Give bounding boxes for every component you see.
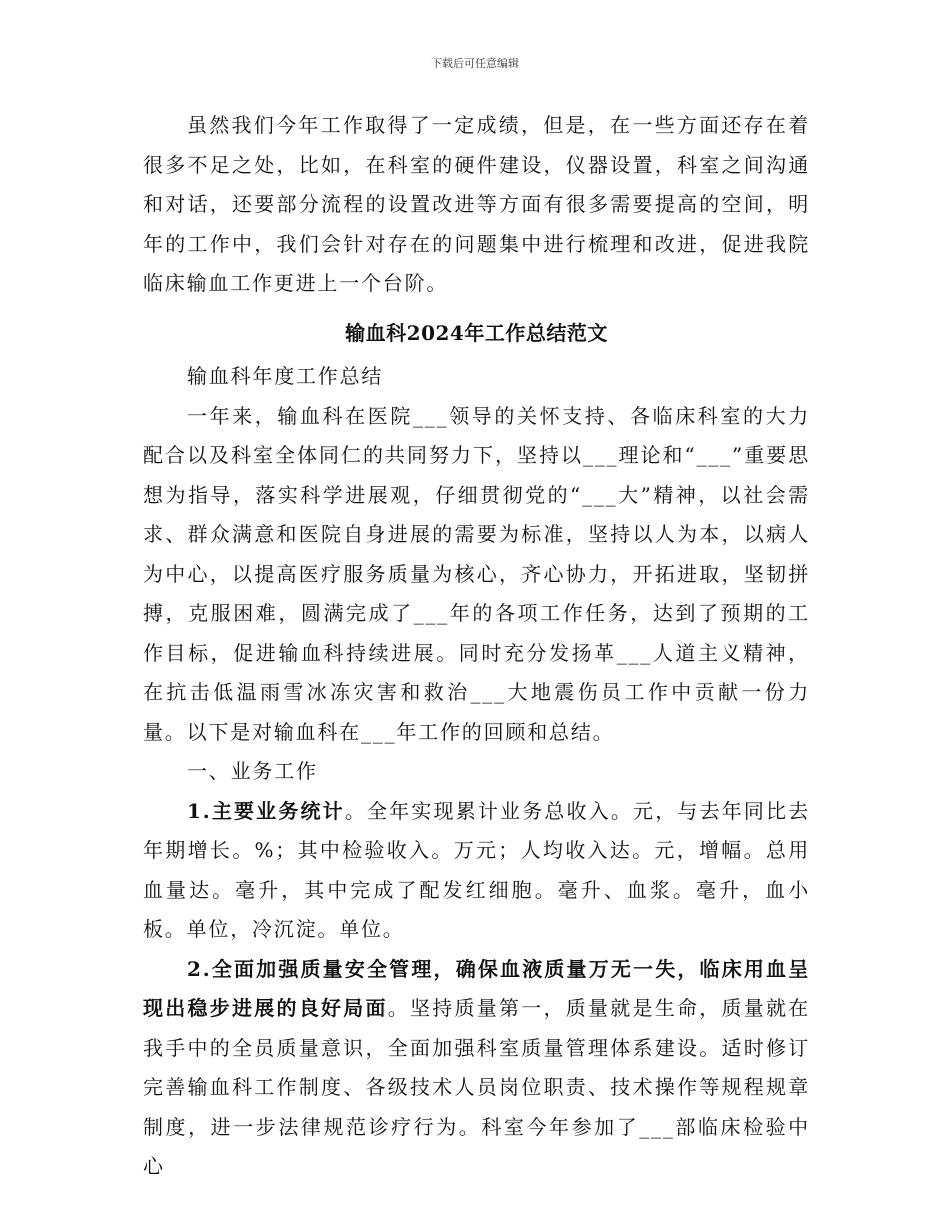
paragraph-item-1 [143, 792, 810, 950]
item-1-text: 。全年实现累计业务总收入。元，与去年同比去年期增长。%；其中检验收入。万元；人均收入达。元，增幅。总用血量达。毫升，其中完成了配发红细胞。毫升、血浆。毫升，血小板。单位，冷沉淀。单位。 [143, 798, 810, 941]
item-2-text: 。坚持质量第一，质量就是生命，质量就在我手中的全员质量意识，全面加强科室质量管理体系建设。适时修订完善输血科工作制度、各级技术人员岗位职责、技术操作等规程规章制度，进一步法律规范诊疗行为。科室今年参加了___部临床检验中心 [143, 996, 810, 1178]
document-title: 输血科2024年工作总结范文 [345, 320, 608, 345]
paragraph-intro: 一年来，输血科在医院___领导的关怀支持、各临床科室的大力配合以及科室全体同仁的共同努力下，坚持以___理论和“___”重要思想为指导，落实科学进展观，仔细贯彻党的“___大”精神，以社会需求、群众满意和医院自身进展的需要为标准，坚持以人为本，以病人为中心，以提高医疗服务质量为核心，齐心协力，开拓进取，坚韧拼搏，克服困难，圆满完成了___年的各项工作任务，达到了预期的工作目标，促进输血科持续进展。同时充分发扬革___人道主义精神，在抗击低温雨雪冰冻灾害和救治___大地震伤员工作中贡献一份力量。以下是对输血科在___年工作的回顾和总结。 [143, 403, 810, 744]
paragraph-conclusion: 虽然我们今年工作取得了一定成绩，但是，在一些方面还存在着很多不足之处，比如，在科室的硬件建设，仪器设置，科室之间沟通和对话，还要部分流程的设置改进等方面有很多需要提高的空间，明年的工作中，我们会针对存在的问题集中进行梳理和改进，促进我院临床输血工作更进上一个台阶。 [143, 113, 810, 295]
document-body [143, 106, 810, 1187]
item-1-heading: 1.主要业务统计 [187, 798, 345, 823]
subtitle: 输血科年度工作总结 [187, 364, 384, 388]
page-header: 下载后可任意编辑 [431, 57, 519, 70]
section-heading: 一、业务工作 [187, 759, 318, 783]
item-2-heading: 2.全面加强质量安全管理，确保血液质量万无一失，临床用血呈现出稳步进展的良好局面 [143, 956, 810, 1020]
paragraph-item-2 [143, 950, 810, 1187]
